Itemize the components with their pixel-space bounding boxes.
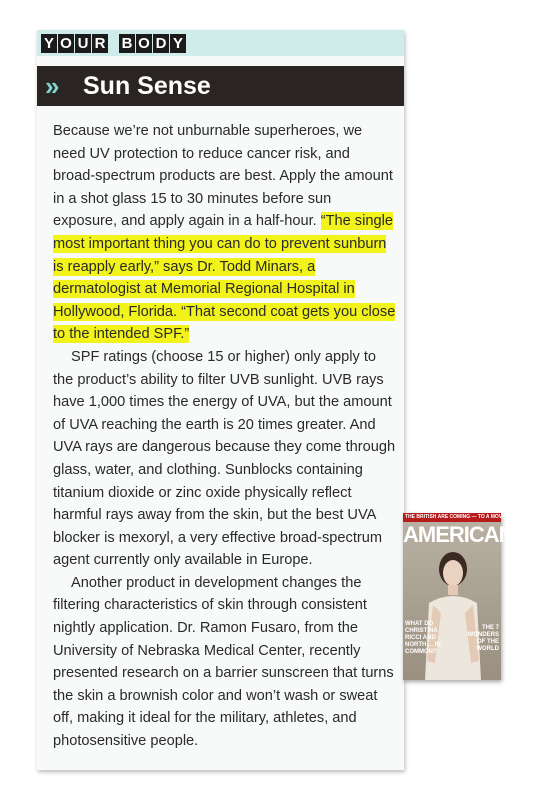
highlighted-quote: “The single most important thing you can do to prevent sunburn is reapply early,” says Dr. Todd Minars, a dermatologist at Memorial Regional Hospital in Hollywood, Florida. “That second coat gets you close to the intended SPF.” [53,213,396,343]
article-title-bar [37,66,404,106]
section-letter: D [153,34,169,53]
section-letter: B [119,34,135,53]
cover-tease-right: THE 7 WONDERS OF THE WORLD [467,625,499,652]
section-letter: Y [41,34,57,53]
magazine-cover-thumbnail [403,513,559,680]
section-letter: O [136,34,152,53]
section-letter: U [75,34,91,53]
article-body [53,120,396,753]
cover-tease-left: WHAT DO CHRISTINA RICCI AND NORTH ... IN COMMON? [405,621,441,655]
section-label [41,34,197,53]
section-word-your [41,34,109,53]
cover-topline: THE BRITISH ARE COMING — TO A MOVIE STORE NEAR YOU [405,514,554,520]
double-chevron-right-icon: » [45,71,56,101]
magazine-clipping [37,30,404,770]
paragraph-1 [53,120,396,346]
section-letter: R [92,34,108,53]
article-title: Sun Sense [83,72,211,100]
paragraph-1-text: Because we’re not unburnable superheroes, we need UV protection to reduce cancer risk, and broad-spectrum products are best. Apply the amount in a shot glass 15 to 30 minutes before sun exposure, and apply again in a half-hour. [53,123,393,230]
section-letter: Y [170,34,186,53]
cover-logo: AMERICANWAY [403,522,559,547]
paragraph-2: SPF ratings (choose 15 or higher) only apply to the product’s ability to filter UVB sunlight. UVB rays have 1,000 times the energy of UVA, but the amount of UVA reaching the earth is 20 times greater. And UVA rays are dangerous because they come through glass, water, and clothing. Sunblocks containing titanium dioxide or zinc oxide physically reflect harmful rays away from the skin, but the best UVA blocker is mexoryl, a very effective broad-spectrum agent currently only available in Europe. [53,348,396,569]
section-header-bar [37,30,404,56]
cover-portrait-image [423,543,483,680]
section-letter: O [58,34,74,53]
paragraph-3: Another product in development changes the filtering characteristics of skin through consistent nightly application. Dr. Ramon Fusaro, from the University of Nebraska Medical Center, recently presented research on a barrier sunscreen that turns the skin a brownish color and won’t wash or sweat off, making it ideal for the military, athletes, and photosensitive people. [53,574,394,750]
section-word-body [119,34,187,53]
